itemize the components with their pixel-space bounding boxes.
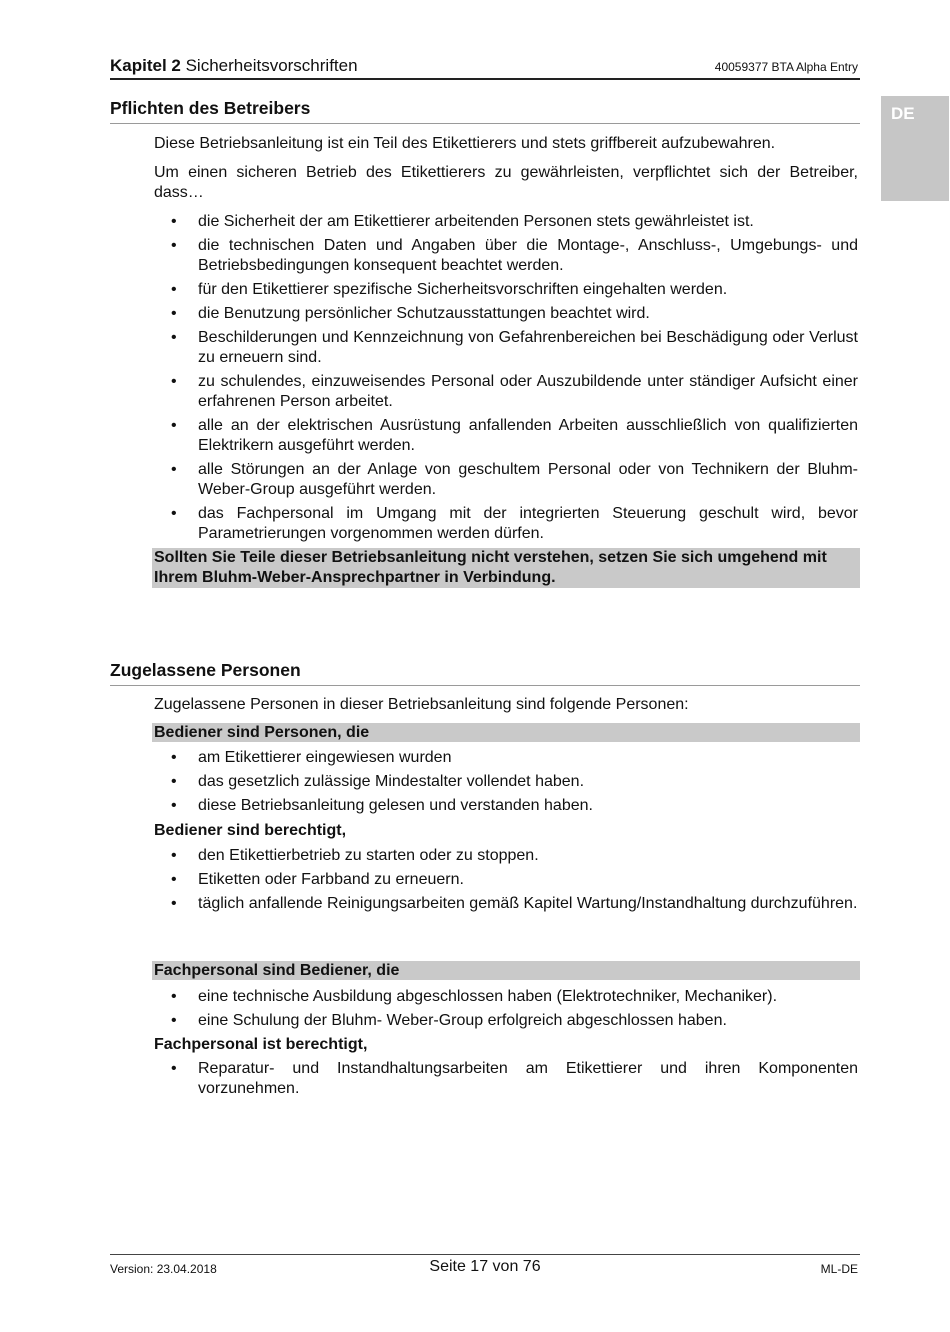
chapter-heading <box>110 56 358 76</box>
list-item: • das gesetzlich zulässige Mindestalter vollendet haben. <box>171 773 585 790</box>
list-item: • am Etikettierer eingewiesen wurden <box>171 749 452 766</box>
specialist-definition-list <box>154 987 858 1035</box>
list-item-text: Reparatur- und Instandhaltungsarbeiten am Etikettierer und ihren Komponenten vorzunehmen. <box>198 1060 858 1097</box>
operator-rights-heading: Bediener sind berechtigt, <box>154 822 347 839</box>
list-item-text: eine Schulung der Bluhm- Weber-Group erfolgreich abgeschlossen haben. <box>198 1012 727 1029</box>
list-item: • das Fachpersonal im Umgang mit der integrierten Steuerung geschult wird, bevor Parametrierungen vorgenommen werden dürfen. <box>171 505 858 542</box>
paragraph-authorized-intro: Zugelassene Personen in dieser Betriebsanleitung sind folgende Personen: <box>154 696 689 713</box>
list-item: • die Benutzung persönlicher Schutzausstattungen beachtet wird. <box>171 305 650 322</box>
page-number: Seite 17 von 76 <box>429 1258 541 1275</box>
language-tab-label: DE <box>891 104 915 123</box>
list-item-text: diese Betriebsanleitung gelesen und verstanden haben. <box>198 797 593 814</box>
language-tab <box>881 96 949 201</box>
list-item: • Beschilderungen und Kennzeichnung von Gefahrenbereichen bei Beschädigung oder Verlust zu erneuern sind. <box>171 329 858 366</box>
list-item-text: alle Störungen an der Anlage von geschultem Personal oder von Technikern der Bluhm-Weber-Group ausgeführt werden. <box>198 461 858 498</box>
list-item-text: eine technische Ausbildung abgeschlossen haben (Elektrotechniker, Mechaniker). <box>198 988 778 1005</box>
paragraph-intro: Diese Betriebsanleitung ist ein Teil des Etikettierers und stets griffbereit aufzubewahren. <box>154 135 776 152</box>
list-item-text: Etiketten oder Farbband zu erneuern. <box>198 871 464 888</box>
paragraph-obligation: Um einen sicheren Betrieb des Etikettierers zu gewährleisten, verpflichtet sich der Betreiber, dass… <box>154 164 858 201</box>
list-item-text: den Etikettierbetrieb zu starten oder zu stoppen. <box>198 847 539 864</box>
list-item: • für den Etikettierer spezifische Sicherheitsvorschriften eingehalten werden. <box>171 281 728 298</box>
operator-definition-heading: Bediener sind Personen, die <box>152 723 860 742</box>
operator-rights-list <box>154 846 858 918</box>
operator-definition-list <box>154 748 858 820</box>
list-item-text: die technischen Daten und Angaben über die Montage-, Anschluss-, Umgebungs- und Betriebsbedingungen konsequent beachtet werden. <box>198 237 858 274</box>
list-item-text: für den Etikettierer spezifische Sicherheitsvorschriften eingehalten werden. <box>198 281 728 298</box>
operator-duties-list <box>154 212 858 548</box>
list-item: • den Etikettierbetrieb zu starten oder zu stoppen. <box>171 847 539 864</box>
version-label: Version: 23.04.2018 <box>110 1262 217 1276</box>
list-item-text: am Etikettierer eingewiesen wurden <box>198 749 452 766</box>
list-item-text: alle an der elektrischen Ausrüstung anfallenden Arbeiten ausschließlich von qualifizierten Elektrikern ausgeführt werden. <box>198 417 858 454</box>
list-item: • zu schulendes, einzuweisendes Personal oder Auszubildende unter ständiger Aufsicht einer erfahrenen Person arbeitet. <box>171 373 858 410</box>
list-item-text: zu schulendes, einzuweisendes Personal oder Auszubildende unter ständiger Aufsicht einer erfahrenen Person arbeitet. <box>198 373 858 410</box>
page-footer <box>110 1254 860 1285</box>
list-item-text: die Sicherheit der am Etikettierer arbeitenden Personen stets gewährleistet ist. <box>198 213 754 230</box>
page-header <box>110 54 860 80</box>
list-item-text: das Fachpersonal im Umgang mit der integrierten Steuerung geschult wird, bevor Parametrierungen vorgenommen werden dürfen. <box>198 505 858 542</box>
list-item-text: die Benutzung persönlicher Schutzausstattungen beachtet wird. <box>198 305 650 322</box>
list-item: • Reparatur- und Instandhaltungsarbeiten am Etikettierer und ihren Komponenten vorzunehmen. <box>171 1060 858 1097</box>
chapter-title: Sicherheitsvorschriften <box>185 56 358 75</box>
list-item-text: das gesetzlich zulässige Mindestalter vollendet haben. <box>198 773 585 790</box>
list-item: • diese Betriebsanleitung gelesen und verstanden haben. <box>171 797 593 814</box>
list-item-text: täglich anfallende Reinigungsarbeiten gemäß Kapitel Wartung/Instandhaltung durchzuführen. <box>198 895 858 912</box>
chapter-label: Kapitel 2 <box>110 56 181 75</box>
language-code: ML-DE <box>820 1262 858 1276</box>
contact-note: Sollten Sie Teile dieser Betriebsanleitung nicht verstehen, setzen Sie sich umgehend mit Ihrem Bluhm-Weber-Ansprechpartner in Verbindung. <box>152 548 860 588</box>
list-item: • alle Störungen an der Anlage von geschultem Personal oder von Technikern der Bluhm-Weber-Group ausgeführt werden. <box>171 461 858 498</box>
list-item: • eine Schulung der Bluhm- Weber-Group erfolgreich abgeschlossen haben. <box>171 1012 727 1029</box>
list-item: • alle an der elektrischen Ausrüstung anfallenden Arbeiten ausschließlich von qualifizierten Elektrikern ausgeführt werden. <box>171 417 858 454</box>
list-item: • Etiketten oder Farbband zu erneuern. <box>171 871 464 888</box>
section-title-operator-duties: Pflichten des Betreibers <box>110 98 860 124</box>
list-item: • täglich anfallende Reinigungsarbeiten gemäß Kapitel Wartung/Instandhaltung durchzuführen. <box>171 895 858 912</box>
section-title-authorized-persons: Zugelassene Personen <box>110 660 860 686</box>
list-item: • eine technische Ausbildung abgeschlossen haben (Elektrotechniker, Mechaniker). <box>171 988 778 1005</box>
list-item-text: Beschilderungen und Kennzeichnung von Gefahrenbereichen bei Beschädigung oder Verlust zu erneuern sind. <box>198 329 858 366</box>
specialist-definition-heading: Fachpersonal sind Bediener, die <box>152 961 860 980</box>
list-item: • die technischen Daten und Angaben über die Montage-, Anschluss-, Umgebungs- und Betriebsbedingungen konsequent beachtet werden. <box>171 237 858 274</box>
document-id: 40059377 BTA Alpha Entry <box>714 60 858 74</box>
list-item: • die Sicherheit der am Etikettierer arbeitenden Personen stets gewährleistet ist. <box>171 213 754 230</box>
specialist-rights-list <box>154 1059 858 1103</box>
specialist-rights-heading: Fachpersonal ist berechtigt, <box>154 1036 368 1053</box>
